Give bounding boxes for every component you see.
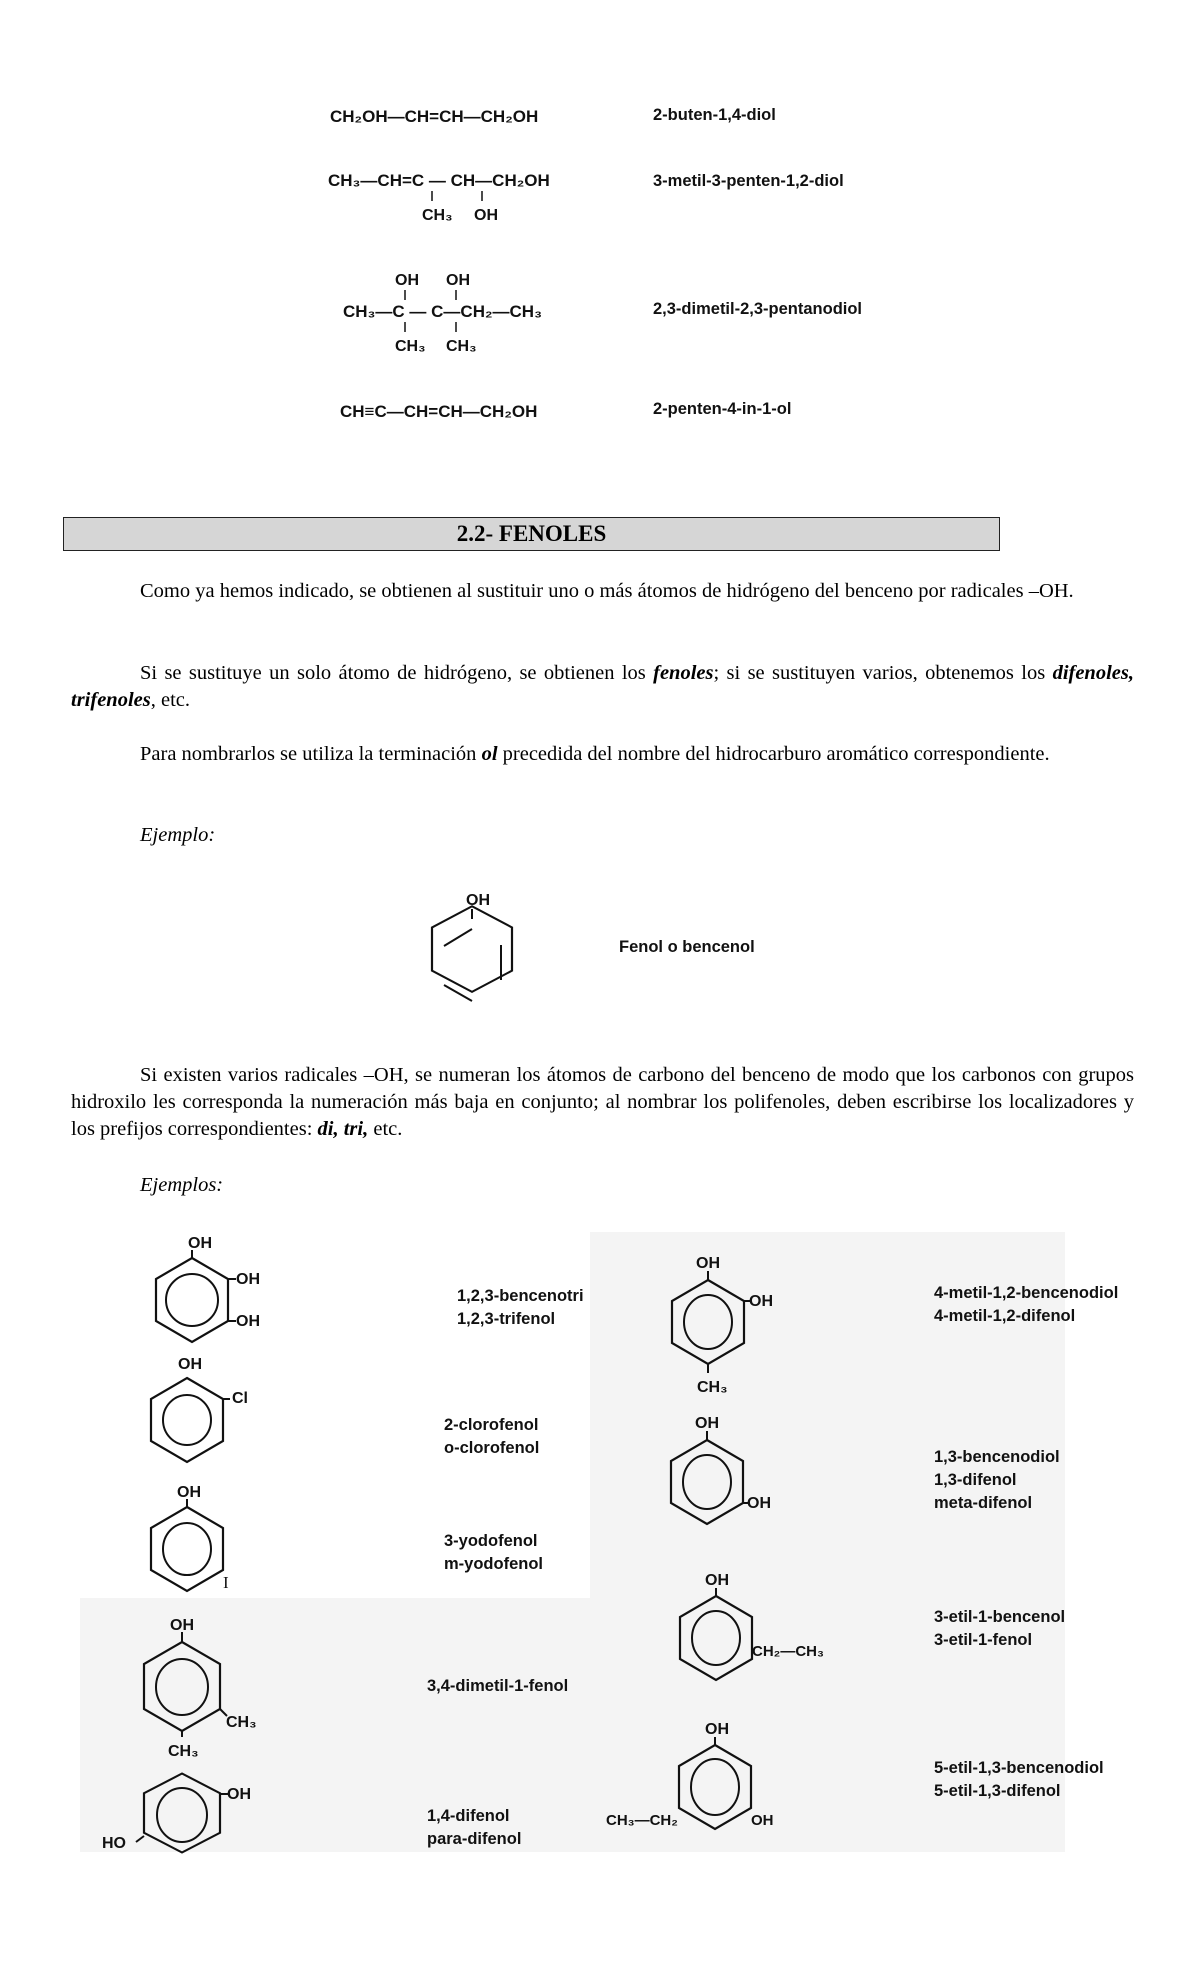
- metadifenol-structure: [655, 1410, 795, 1540]
- diol-name-2: 3-metil-3-penten-1,2-diol: [653, 172, 844, 190]
- section-heading: 2.2- FENOLES: [63, 517, 1000, 551]
- svg-text:OH: OH: [227, 1786, 251, 1803]
- svg-text:OH: OH: [696, 1255, 720, 1272]
- dimetilfenol-structure: [130, 1612, 280, 1762]
- etilfenol-structure: [660, 1568, 840, 1698]
- svg-text:CH₃: CH₃: [422, 207, 453, 224]
- svg-text:OH: OH: [178, 1356, 202, 1373]
- svg-text:OH: OH: [751, 1812, 774, 1829]
- phenol-structure: [420, 885, 550, 1005]
- paragraph-nomenclature: Para nombrarlos se utiliza la terminación ol precedida del nombre del hidrocarburo aromático correspondiente.: [140, 743, 1050, 765]
- svg-text:CH₂OH—CH=CH—CH₂OH: CH₂OH—CH=CH—CH₂OH: [330, 107, 539, 126]
- svg-text:OH: OH: [236, 1313, 260, 1330]
- metildifenol-name-1: 4-metil-1,2-bencenodiol: [934, 1284, 1119, 1302]
- examples-label: Ejemplos:: [140, 1174, 224, 1196]
- clorofenol-name-1: 2-clorofenol: [444, 1416, 539, 1434]
- svg-text:I: I: [223, 1573, 229, 1592]
- svg-text:CH₃—CH=C — CH—CH₂OH: CH₃—CH=C — CH—CH₂OH: [328, 171, 550, 190]
- svg-text:OH: OH: [188, 1235, 212, 1252]
- etildifenol-name-2: 5-etil-1,3-difenol: [934, 1782, 1061, 1800]
- svg-text:OH: OH: [395, 272, 419, 289]
- svg-text:OH: OH: [170, 1617, 194, 1634]
- svg-text:OH: OH: [705, 1572, 729, 1589]
- trifenol-name-2: 1,2,3-trifenol: [457, 1310, 556, 1328]
- yodofenol-name-1: 3-yodofenol: [444, 1532, 538, 1550]
- yodofenol-structure: [135, 1480, 275, 1610]
- diol-name-1: 2-buten-1,4-diol: [653, 106, 776, 124]
- svg-text:CH₃: CH₃: [168, 1743, 199, 1760]
- svg-text:CH₂—CH₃: CH₂—CH₃: [752, 1643, 824, 1660]
- paradifenol-structure: [100, 1770, 270, 1860]
- clorofenol-name-2: o-clorofenol: [444, 1439, 540, 1457]
- clorofenol-structure: [135, 1356, 275, 1480]
- svg-text:OH: OH: [466, 892, 490, 909]
- svg-text:OH: OH: [695, 1415, 719, 1432]
- paragraph-intro: Como ya hemos indicado, se obtienen al sustituir uno o más átomos de hidrógeno del benceno por radicales –OH.: [140, 580, 1074, 602]
- metildifenol-structure: [650, 1252, 790, 1402]
- diol-formula-2: [328, 164, 618, 234]
- svg-text:CH≡C—CH=CH—CH₂OH: CH≡C—CH=CH—CH₂OH: [340, 402, 538, 421]
- svg-text:CH₃: CH₃: [697, 1379, 728, 1396]
- svg-text:CH₃—CH₂: CH₃—CH₂: [606, 1812, 678, 1829]
- diol-name-3: 2,3-dimetil-2,3-pentanodiol: [653, 300, 863, 318]
- paradifenol-name-2: para-difenol: [427, 1830, 522, 1848]
- svg-text:OH: OH: [747, 1495, 771, 1512]
- diol-formula-4: [340, 395, 620, 425]
- paradifenol-name-1: 1,4-difenol: [427, 1807, 510, 1825]
- svg-text:OH: OH: [749, 1293, 773, 1310]
- dimetilfenol-name: 3,4-dimetil-1-fenol: [427, 1677, 569, 1695]
- svg-text:OH: OH: [705, 1721, 729, 1738]
- diol-formula-3: [343, 265, 623, 365]
- trifenol-structure: [140, 1230, 280, 1350]
- svg-text:CH₃: CH₃: [446, 338, 477, 355]
- etildifenol-name-1: 5-etil-1,3-bencenodiol: [934, 1759, 1104, 1777]
- metadifenol-name-3: meta-difenol: [934, 1494, 1033, 1512]
- svg-text:OH: OH: [236, 1271, 260, 1288]
- svg-text:CH₃: CH₃: [226, 1714, 257, 1731]
- phenol-name: Fenol o bencenol: [619, 938, 755, 956]
- etilfenol-name-1: 3-etil-1-bencenol: [934, 1608, 1066, 1626]
- trifenol-name-1: 1,2,3-bencenotri: [457, 1287, 584, 1305]
- svg-text:OH: OH: [177, 1484, 201, 1501]
- svg-text:Cl: Cl: [232, 1390, 248, 1407]
- etilfenol-name-2: 3-etil-1-fenol: [934, 1631, 1033, 1649]
- svg-text:CH₃—C — C—CH₂—CH₃: CH₃—C — C—CH₂—CH₃: [343, 302, 542, 321]
- paragraph-fenoles: Si se sustituye un solo átomo de hidrógeno, se obtienen los fenoles; si se sustituyen varios, obtenemos los difenoles, trifenoles, etc.: [71, 662, 1134, 711]
- svg-text:OH: OH: [474, 207, 498, 224]
- svg-text:OH: OH: [446, 272, 470, 289]
- example-label: Ejemplo:: [140, 824, 216, 846]
- svg-text:CH₃: CH₃: [395, 338, 426, 355]
- diol-name-4: 2-penten-4-in-1-ol: [653, 400, 792, 418]
- metildifenol-name-2: 4-metil-1,2-difenol: [934, 1307, 1076, 1325]
- svg-text:HO: HO: [102, 1835, 126, 1852]
- yodofenol-name-2: m-yodofenol: [444, 1555, 543, 1573]
- diol-formula-1: [330, 100, 610, 130]
- metadifenol-name-2: 1,3-difenol: [934, 1471, 1017, 1489]
- paragraph-polifenoles: Si existen varios radicales –OH, se numeran los átomos de carbono del benceno de modo que los carbonos con grupos hidroxilo les corresponda la numeración más baja en conjunto; al nombrar los polifenoles, deben escribirse los localizadores y los prefijos correspondientes: di, tri, etc.: [71, 1064, 1134, 1140]
- etildifenol-structure: [605, 1717, 805, 1857]
- metadifenol-name-1: 1,3-bencenodiol: [934, 1448, 1060, 1466]
